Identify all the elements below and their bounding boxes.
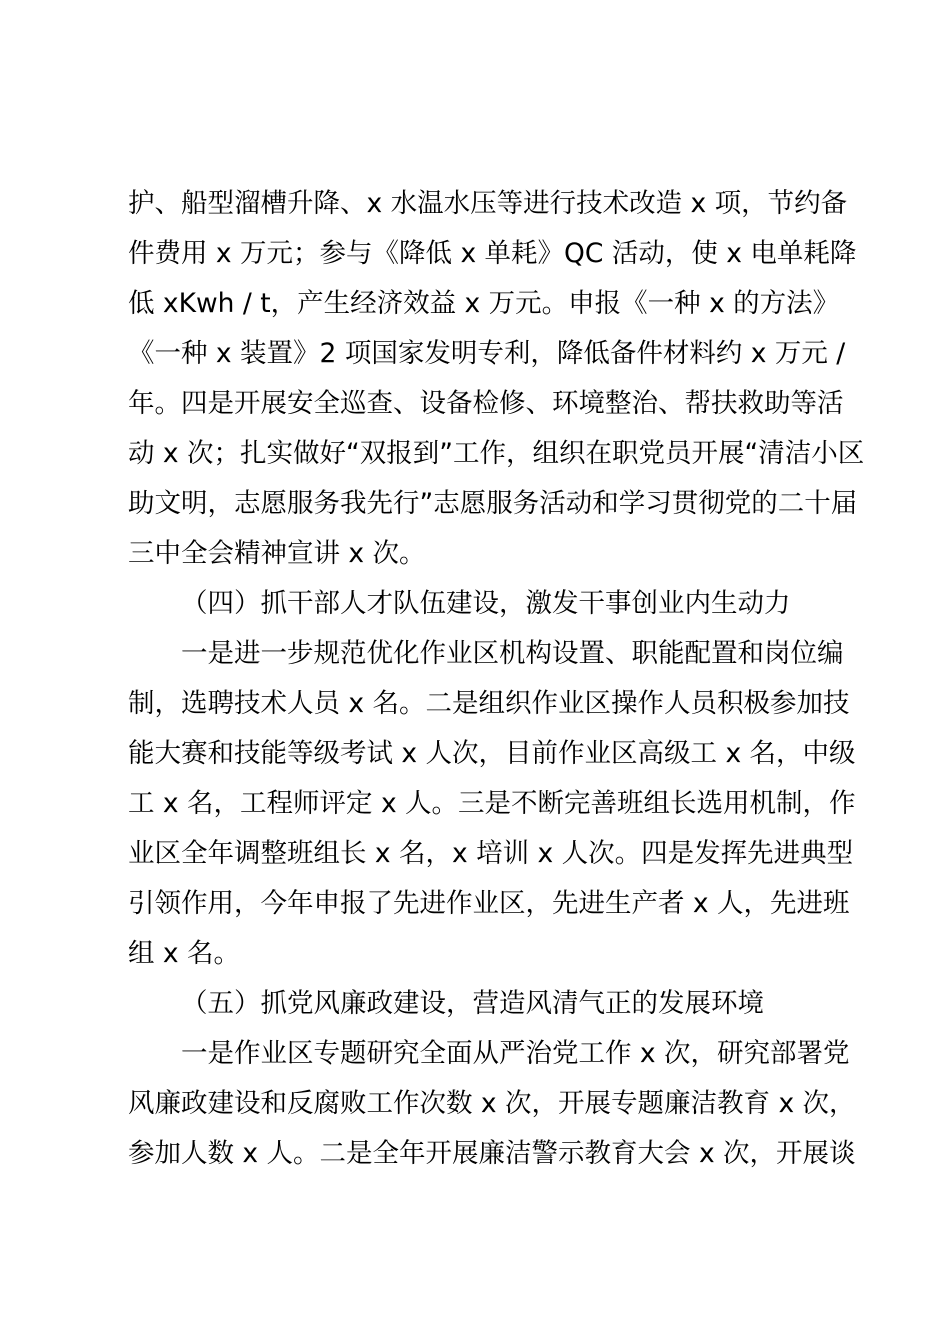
paragraph-first-line: 一是进一步规范优化作业区机构设置、职能配置和岗位编 [181, 638, 844, 669]
body-text-line: 工 x 名，工程师评定 x 人。三是不断完善班组长选用机制，作 [128, 788, 856, 819]
body-text-line: 低 xKwh / t，产生经济效益 x 万元。申报《一种 x 的方法》 [128, 288, 840, 319]
body-text-line: 《一种 x 装置》2 项国家发明专利，降低备件材料约 x 万元 / [128, 338, 846, 369]
body-text-line: 引领作用，今年申报了先进作业区，先进生产者 x 人，先进班 [128, 888, 850, 919]
section-heading: （五）抓党风廉政建设，营造风清气正的发展环境 [181, 988, 764, 1019]
body-text-line: 护、船型溜槽升降、x 水温水压等进行技术改造 x 项，节约备 [128, 188, 848, 219]
body-text-line: 助文明，志愿服务我先行”志愿服务活动和学习贯彻党的二十届 [128, 488, 858, 519]
body-text-line: 件费用 x 万元；参与《降低 x 单耗》QC 活动，使 x 电单耗降 [128, 238, 857, 269]
body-text-line: 参加人数 x 人。二是全年开展廉洁警示教育大会 x 次，开展谈 [128, 1138, 856, 1169]
section-heading: （四）抓干部人才队伍建设，激发干事创业内生动力 [181, 588, 791, 619]
body-text-line: 风廉政建设和反腐败工作次数 x 次，开展专题廉洁教育 x 次， [128, 1088, 856, 1119]
body-text-line: 业区全年调整班组长 x 名，x 培训 x 人次。四是发挥先进典型 [128, 838, 854, 869]
paragraph-first-line: 一是作业区专题研究全面从严治党工作 x 次，研究部署党 [181, 1038, 850, 1069]
body-text-line: 组 x 名。 [128, 938, 241, 969]
body-text-line: 三中全会精神宣讲 x 次。 [128, 538, 426, 569]
body-text-line: 制，选聘技术人员 x 名。二是组织作业区操作人员积极参加技 [128, 688, 850, 719]
body-text-line: 能大赛和技能等级考试 x 人次，目前作业区高级工 x 名，中级 [128, 738, 856, 769]
body-text-line: 动 x 次；扎实做好“双报到”工作，组织在职党员开展“清洁小区 [128, 438, 865, 469]
body-text-line: 年。四是开展安全巡查、设备检修、环境整治、帮扶救助等活 [128, 388, 844, 419]
